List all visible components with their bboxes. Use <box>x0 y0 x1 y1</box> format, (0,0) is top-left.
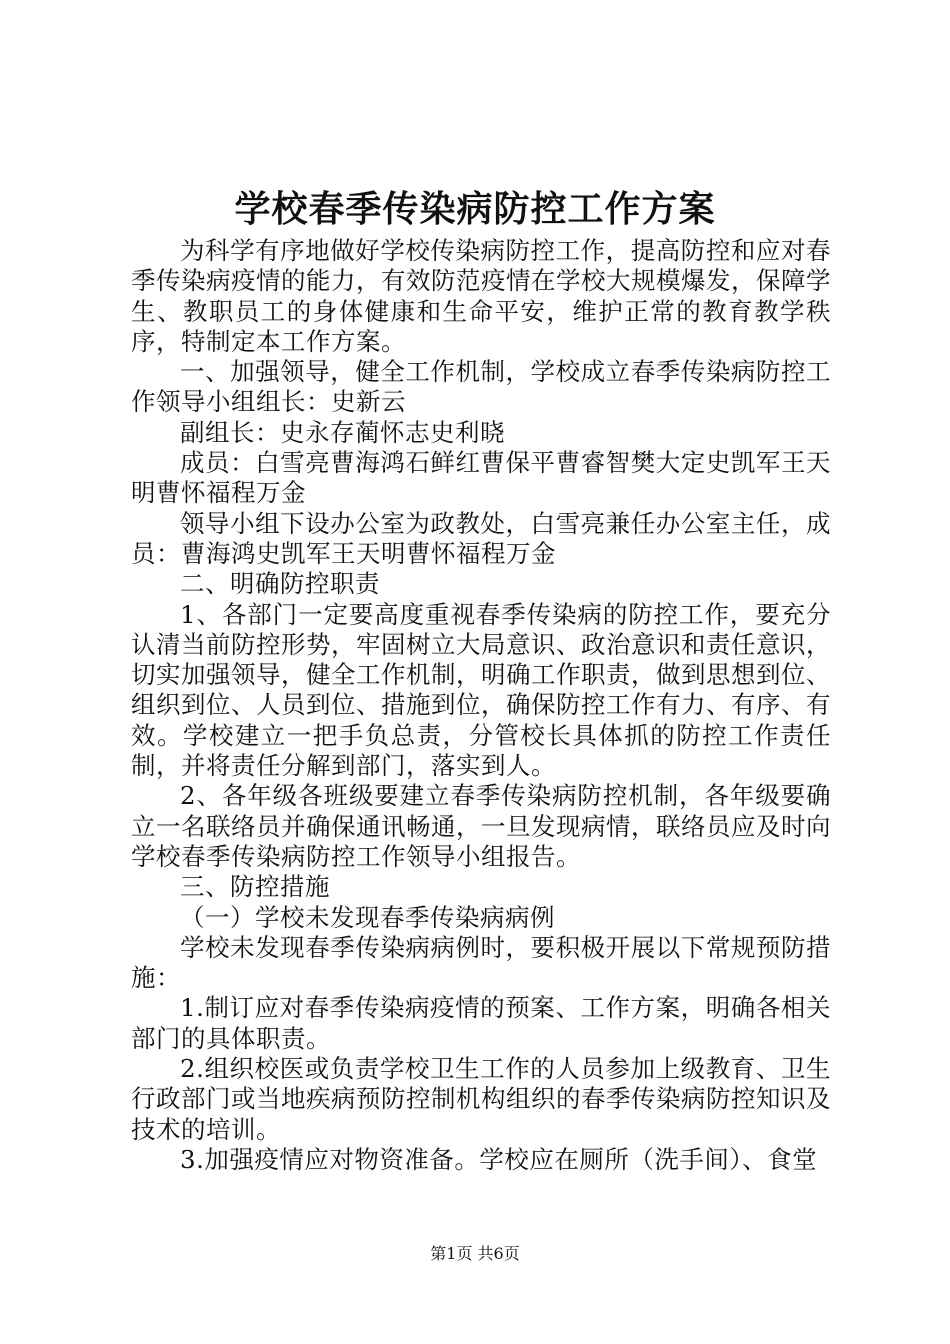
paragraph-duty-1: 1、各部门一定要高度重视春季传染病的防控工作，要充分认清当前防控形势，牢固树立大局意识、政治意识和责任意识，切实加强领导，健全工作机制，明确工作职责，做到思想到位、组织到位、人员到位、措施到位，确保防控工作有力、有序、有效。学校建立一把手负总责，分管校长具体抓的防控工作责任制，并将责任分解到部门，落实到人。 <box>131 599 831 781</box>
paragraph-duty-2: 2、各年级各班级要建立春季传染病防控机制，各年级要确立一名联络员并确保通讯畅通，一旦发现病情，联络员应及时向学校春季传染病防控工作领导小组报告。 <box>131 781 831 871</box>
paragraph-intro: 为科学有序地做好学校传染病防控工作，提高防控和应对春季传染病疫情的能力，有效防范疫情在学校大规模爆发，保障学生、教职员工的身体健康和生命平安，维护正常的教育教学秩序，特制定本工作方案。 <box>131 236 831 356</box>
document-title: 学校春季传染病防控工作方案 <box>234 188 716 230</box>
paragraph-deputy-leaders: 副组长：史永存蔺怀志史利晓 <box>180 417 505 447</box>
paragraph-section-1: 一、加强领导，健全工作机制，学校成立春季传染病防控工作领导小组组长：史新云 <box>131 357 831 417</box>
paragraph-measures-intro: 学校未发现春季传染病病例时，要积极开展以下常规预防措施： <box>131 932 831 993</box>
paragraph-subsection-1: （一）学校未发现春季传染病病例 <box>180 902 555 932</box>
document-body <box>131 236 831 1175</box>
paragraph-section-2: 二、明确防控职责 <box>180 569 380 599</box>
paragraph-measure-1: 1.制订应对春季传染病疫情的预案、工作方案，明确各相关部门的具体职责。 <box>131 993 831 1053</box>
paragraph-members: 成员：白雪亮曹海鸿石鲜红曹保平曹睿智樊大定史凯军王天明曹怀福程万金 <box>131 448 831 508</box>
paragraph-office: 领导小组下设办公室为政教处，白雪亮兼任办公室主任，成员：曹海鸿史凯军王天明曹怀福程万金 <box>131 508 831 568</box>
paragraph-measure-2: 2.组织校医或负责学校卫生工作的人员参加上级教育、卫生行政部门或当地疾病预防控制机构组织的春季传染病防控知识及技术的培训。 <box>131 1054 831 1144</box>
page-footer: 第1页 共6页 <box>430 1244 520 1263</box>
paragraph-section-3: 三、防控措施 <box>180 872 330 902</box>
paragraph-measure-3: 3.加强疫情应对物资准备。学校应在厕所（洗手间）、食堂 <box>180 1144 818 1174</box>
